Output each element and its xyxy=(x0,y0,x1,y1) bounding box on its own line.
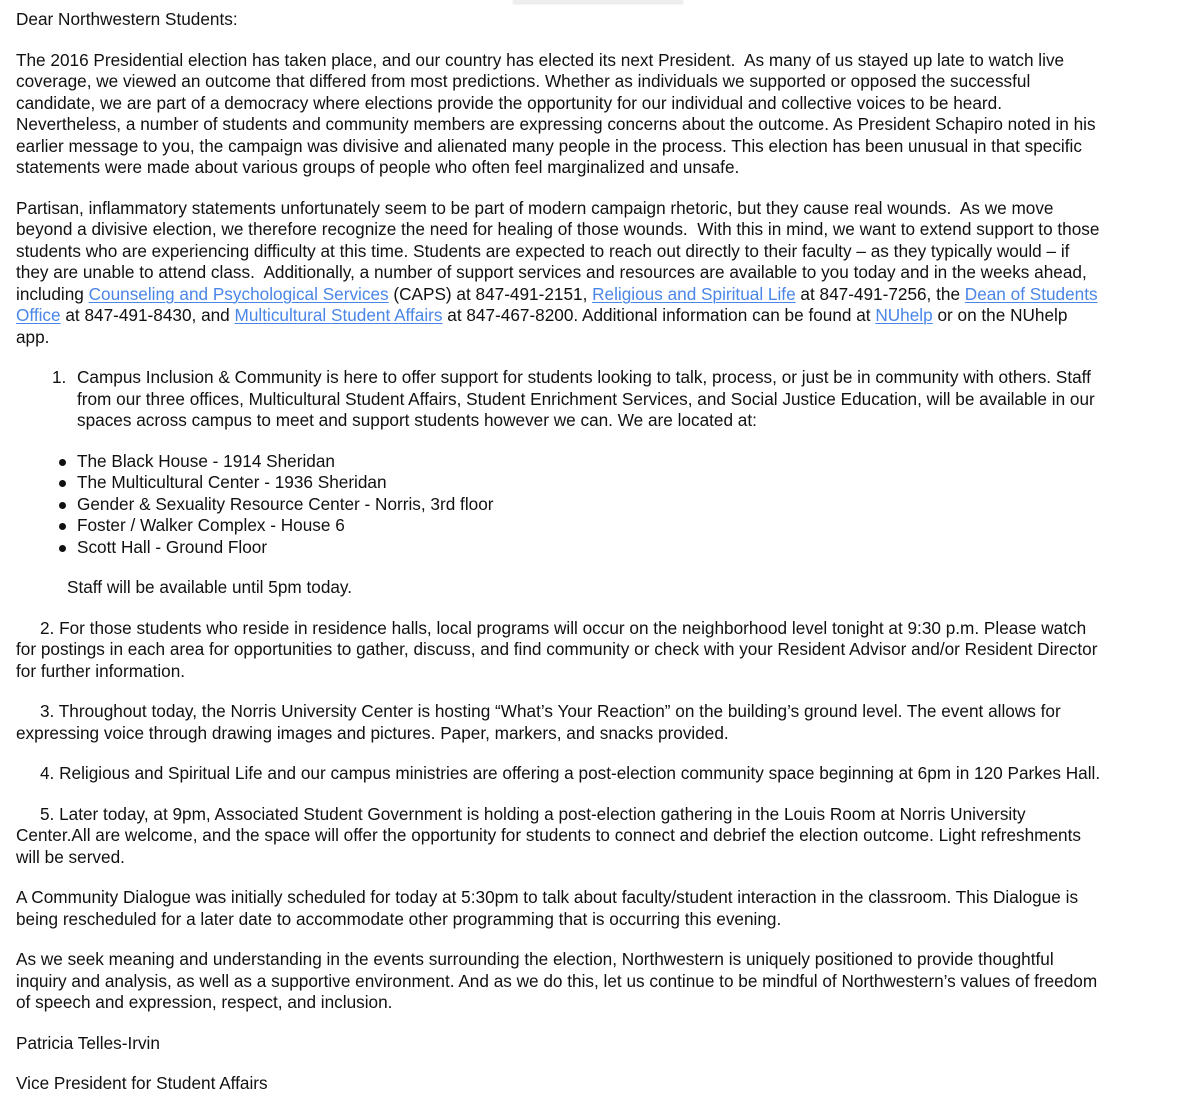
list-item-4 xyxy=(16,763,1196,785)
paragraph-line: coverage, we viewed an outcome that differed from most predictions. Whether as individuals we supported or opposed the successful xyxy=(16,71,1031,91)
paragraph-line: A Community Dialogue was initially scheduled for today at 5:30pm to talk about faculty/student interaction in the classroom. This Dialogue is xyxy=(16,887,1079,907)
paragraph-line: being rescheduled for a later date to accommodate other programming that is occurring this evening. xyxy=(16,908,782,929)
paragraph-line: of speech and expression, respect, and inclusion. xyxy=(16,992,393,1012)
paragraph-line: Nevertheless, a number of students and community members are expressing concerns about the outcome. As President Schapiro noted in his xyxy=(16,114,1096,134)
list-item-line: Center.All are welcome, and the space will offer the opportunity for students to connect and debrief the election outcome. Light refreshments xyxy=(16,825,1081,845)
paragraph-line: students who are experiencing difficulty at this time. Students are expected to reach out directly to their faculty – as they typically would – if xyxy=(16,240,1070,261)
paragraph-line: inquiry and analysis, as well as a supportive environment. And as we do this, let us continue to be mindful of Northwestern’s values of freedom xyxy=(16,970,1098,991)
link-religious-spiritual-life[interactable]: Religious and Spiritual Life xyxy=(592,283,796,304)
paragraph-line: app. xyxy=(16,326,50,347)
list-item-line: Campus Inclusion & Community is here to offer support for students looking to talk, process, or just be in community with others. Staff xyxy=(77,367,1091,387)
location-item xyxy=(77,451,1196,473)
location-item xyxy=(77,537,1196,559)
text-segment: including xyxy=(16,283,89,304)
list-item-line: 3. Throughout today, the Norris University Center is hosting “What’s Your Reaction” on the building’s ground level. The event allows for xyxy=(40,701,1061,721)
link-dean-of-students[interactable]: Dean of Students xyxy=(964,283,1098,304)
paragraph-line: earlier message to you, the campaign was divisive and alienated many people in the process. This election has been unusual in that specific xyxy=(16,135,1082,156)
list-item-line: for postings in each area for opportunities to gather, discuss, and find community or check with your Resident Advisor and/or Resident Director xyxy=(16,639,1098,659)
paragraph-line-links xyxy=(16,305,1196,327)
text-segment: or on the NUhelp xyxy=(932,305,1068,325)
top-scroll-bar xyxy=(513,0,683,3)
location-text: Foster / Walker Complex - House 6 xyxy=(77,515,345,535)
link-caps[interactable]: Counseling and Psychological Services xyxy=(88,283,389,304)
location-item xyxy=(77,472,1196,494)
list-item-line: 2. For those students who reside in residence halls, local programs will occur on the neighborhood level tonight at 9:30 p.m. Please watch xyxy=(40,617,1087,638)
paragraph-election xyxy=(16,50,1196,179)
paragraph-dialogue xyxy=(16,887,1196,930)
list-item-2 xyxy=(16,618,1196,683)
text-segment: at 847-467-8200. Additional information can be found at xyxy=(442,305,876,325)
paragraph-closing xyxy=(16,949,1196,1014)
location-item xyxy=(77,515,1196,537)
salutation xyxy=(16,9,1196,31)
paragraph-line: As we seek meaning and understanding in the events surrounding the election, Northwestern is uniquely positioned to provide thoughtful xyxy=(16,949,1054,969)
signature-name-text: Patricia Telles-Irvin xyxy=(16,1032,160,1053)
list-item-line: for further information. xyxy=(16,660,186,681)
text-segment: at 847-491-8430, and xyxy=(60,305,235,325)
signature-name xyxy=(16,1033,1196,1055)
bullet-icon xyxy=(59,502,66,509)
signature-title-text: Vice President for Student Affairs xyxy=(16,1073,268,1093)
bullet-icon xyxy=(59,459,66,466)
list-item-line: will be served. xyxy=(16,846,125,867)
text-segment: (CAPS) at 847-491-2151, xyxy=(388,283,593,304)
salutation-text: Dear Northwestern Students: xyxy=(16,9,238,29)
link-multicultural-student-affairs[interactable]: Multicultural Student Affairs xyxy=(234,305,443,325)
list-item-3 xyxy=(16,701,1196,744)
bullet-icon xyxy=(59,480,66,487)
list-item-line: from our three offices, Multicultural Student Affairs, Student Enrichment Services, and Social Justice Education, will be available in our xyxy=(77,388,1095,409)
list-item-line: 4. Religious and Spiritual Life and our campus ministries are offering a post-election community space beginning at 6pm in 120 Parkes Hall. xyxy=(40,763,1101,783)
link-dean-of-students-office[interactable]: Office xyxy=(16,305,61,325)
list-item-line: spaces across campus to meet and support students however we can. We are located at: xyxy=(77,410,757,430)
bullet-icon xyxy=(59,523,66,530)
paragraph-line: they are unable to attend class. Additionally, a number of support services and resources are available to you today and in the weeks ahead, xyxy=(16,262,1087,282)
staff-note xyxy=(67,577,1196,599)
letter-document xyxy=(16,9,1196,1114)
list-item-line: 5. Later today, at 9pm, Associated Student Government is holding a post-election gathering in the Louis Room at Norris University xyxy=(40,803,1026,824)
staff-note-text: Staff will be available until 5pm today. xyxy=(67,577,353,597)
paragraph-line: beyond a divisive election, we therefore recognize the need for healing of those wounds. With this in mind, we want to extend support to those xyxy=(16,219,1100,239)
bullet-icon xyxy=(59,545,66,552)
paragraph-line: statements were made about various groups of people who often feel marginalized and unsafe. xyxy=(16,157,740,177)
paragraph-line: Partisan, inflammatory statements unfortunately seem to be part of modern campaign rhetoric, but they cause real wounds. As we move xyxy=(16,197,1054,218)
link-nuhelp[interactable]: NUhelp xyxy=(875,305,933,325)
paragraph-line: candidate, we are part of a democracy where elections provide the opportunity for our individual and collective voices to be heard. xyxy=(16,92,1002,113)
paragraph-line-links xyxy=(16,284,1196,306)
paragraph-support xyxy=(16,198,1196,349)
list-item-5 xyxy=(16,804,1196,869)
text-segment: at 847-491-7256, the xyxy=(795,283,965,304)
list-item-line: expressing voice through drawing images and pictures. Paper, markers, and snacks provided. xyxy=(16,722,729,743)
list-item-1 xyxy=(52,367,1196,432)
locations-list xyxy=(16,451,1196,559)
paragraph-line: The 2016 Presidential election has taken place, and our country has elected its next President. As many of us stayed up late to watch live xyxy=(16,49,1065,70)
location-text: The Multicultural Center - 1936 Sheridan xyxy=(77,472,387,492)
location-text: Scott Hall - Ground Floor xyxy=(77,536,268,557)
list-marker: 1. xyxy=(52,367,67,387)
location-text: Gender & Sexuality Resource Center - Norris, 3rd floor xyxy=(77,493,494,514)
location-text: The Black House - 1914 Sheridan xyxy=(77,450,335,471)
signature-title xyxy=(16,1073,1196,1095)
location-item xyxy=(77,494,1196,516)
